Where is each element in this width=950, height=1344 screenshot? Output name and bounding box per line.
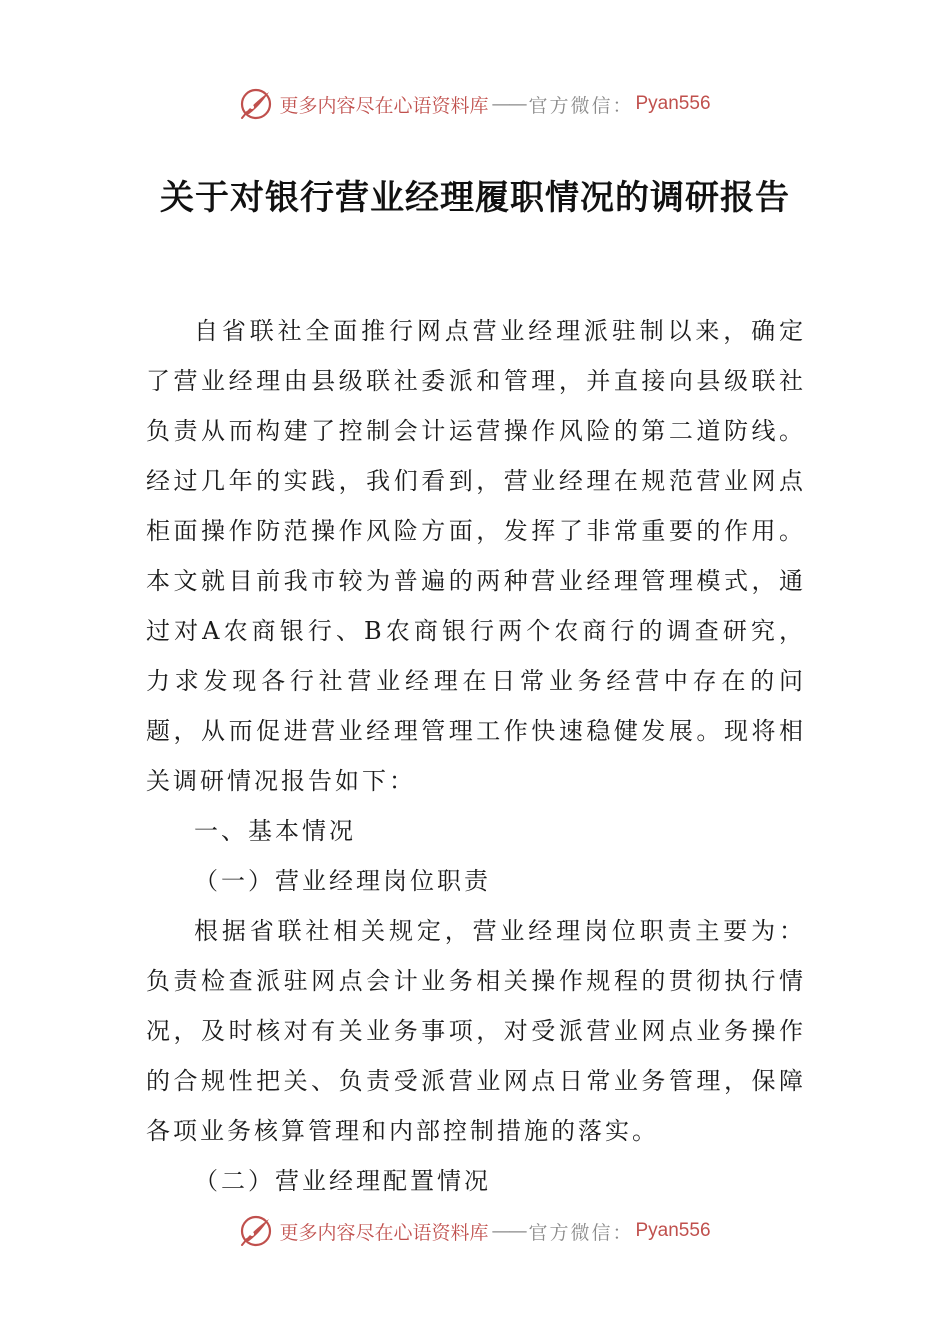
watermark-wechat-id: Pyan556 — [635, 1220, 711, 1241]
quill-logo-icon — [239, 1214, 273, 1248]
watermark-main-text: 更多内容尽在心语资料库 — [279, 94, 489, 117]
watermark-main-text: 更多内容尽在心语资料库 — [279, 1221, 489, 1244]
subsection-heading-duties: （一）营业经理岗位职责 — [194, 867, 491, 895]
header-watermark — [0, 84, 950, 124]
subsection-heading-staffing: （二）营业经理配置情况 — [194, 1167, 491, 1195]
body-paragraph-intro: 自省联社全面推行网点营业经理派驻制以来，确定了营业经理由县级联社委派和管理，并直接向县级联社负责从而构建了控制会计运营操作风险的第二道防线。经过几年的实践，我们看到，营业经理在规范营业网点柜面操作防范操作风险方面，发挥了非常重要的作用。本文就目前我市较为普遍的两种营业经理管理模式，通过对A农商银行、B农商银行两个农商行的调查研究，力求发现各行社营业经理在日常业务经营中存在的问题，从而促进营业经理管理工作快速稳健发展。现将相关调研情况报告如下： — [146, 317, 806, 795]
document-title: 关于对银行营业经理履职情况的调研报告 — [160, 178, 790, 218]
footer-watermark — [0, 1211, 950, 1251]
watermark-wechat-id: Pyan556 — [635, 93, 711, 114]
body-paragraph-duties: 根据省联社相关规定，营业经理岗位职责主要为：负责检查派驻网点会计业务相关操作规程的贯彻执行情况，及时核对有关业务事项，对受派营业网点业务操作的合规性把关、负责受派营业网点日常业务管理，保障各项业务核算管理和内部控制措施的落实。 — [146, 917, 806, 1145]
watermark-official-label: 官方微信： — [528, 1221, 634, 1244]
watermark-dash: —— — [491, 93, 526, 115]
quill-logo-icon — [239, 87, 273, 121]
section-heading-basic: 一、基本情况 — [194, 817, 356, 845]
document-body — [146, 306, 806, 1206]
watermark-dash: —— — [491, 1220, 526, 1242]
watermark-official-label: 官方微信： — [528, 94, 634, 117]
